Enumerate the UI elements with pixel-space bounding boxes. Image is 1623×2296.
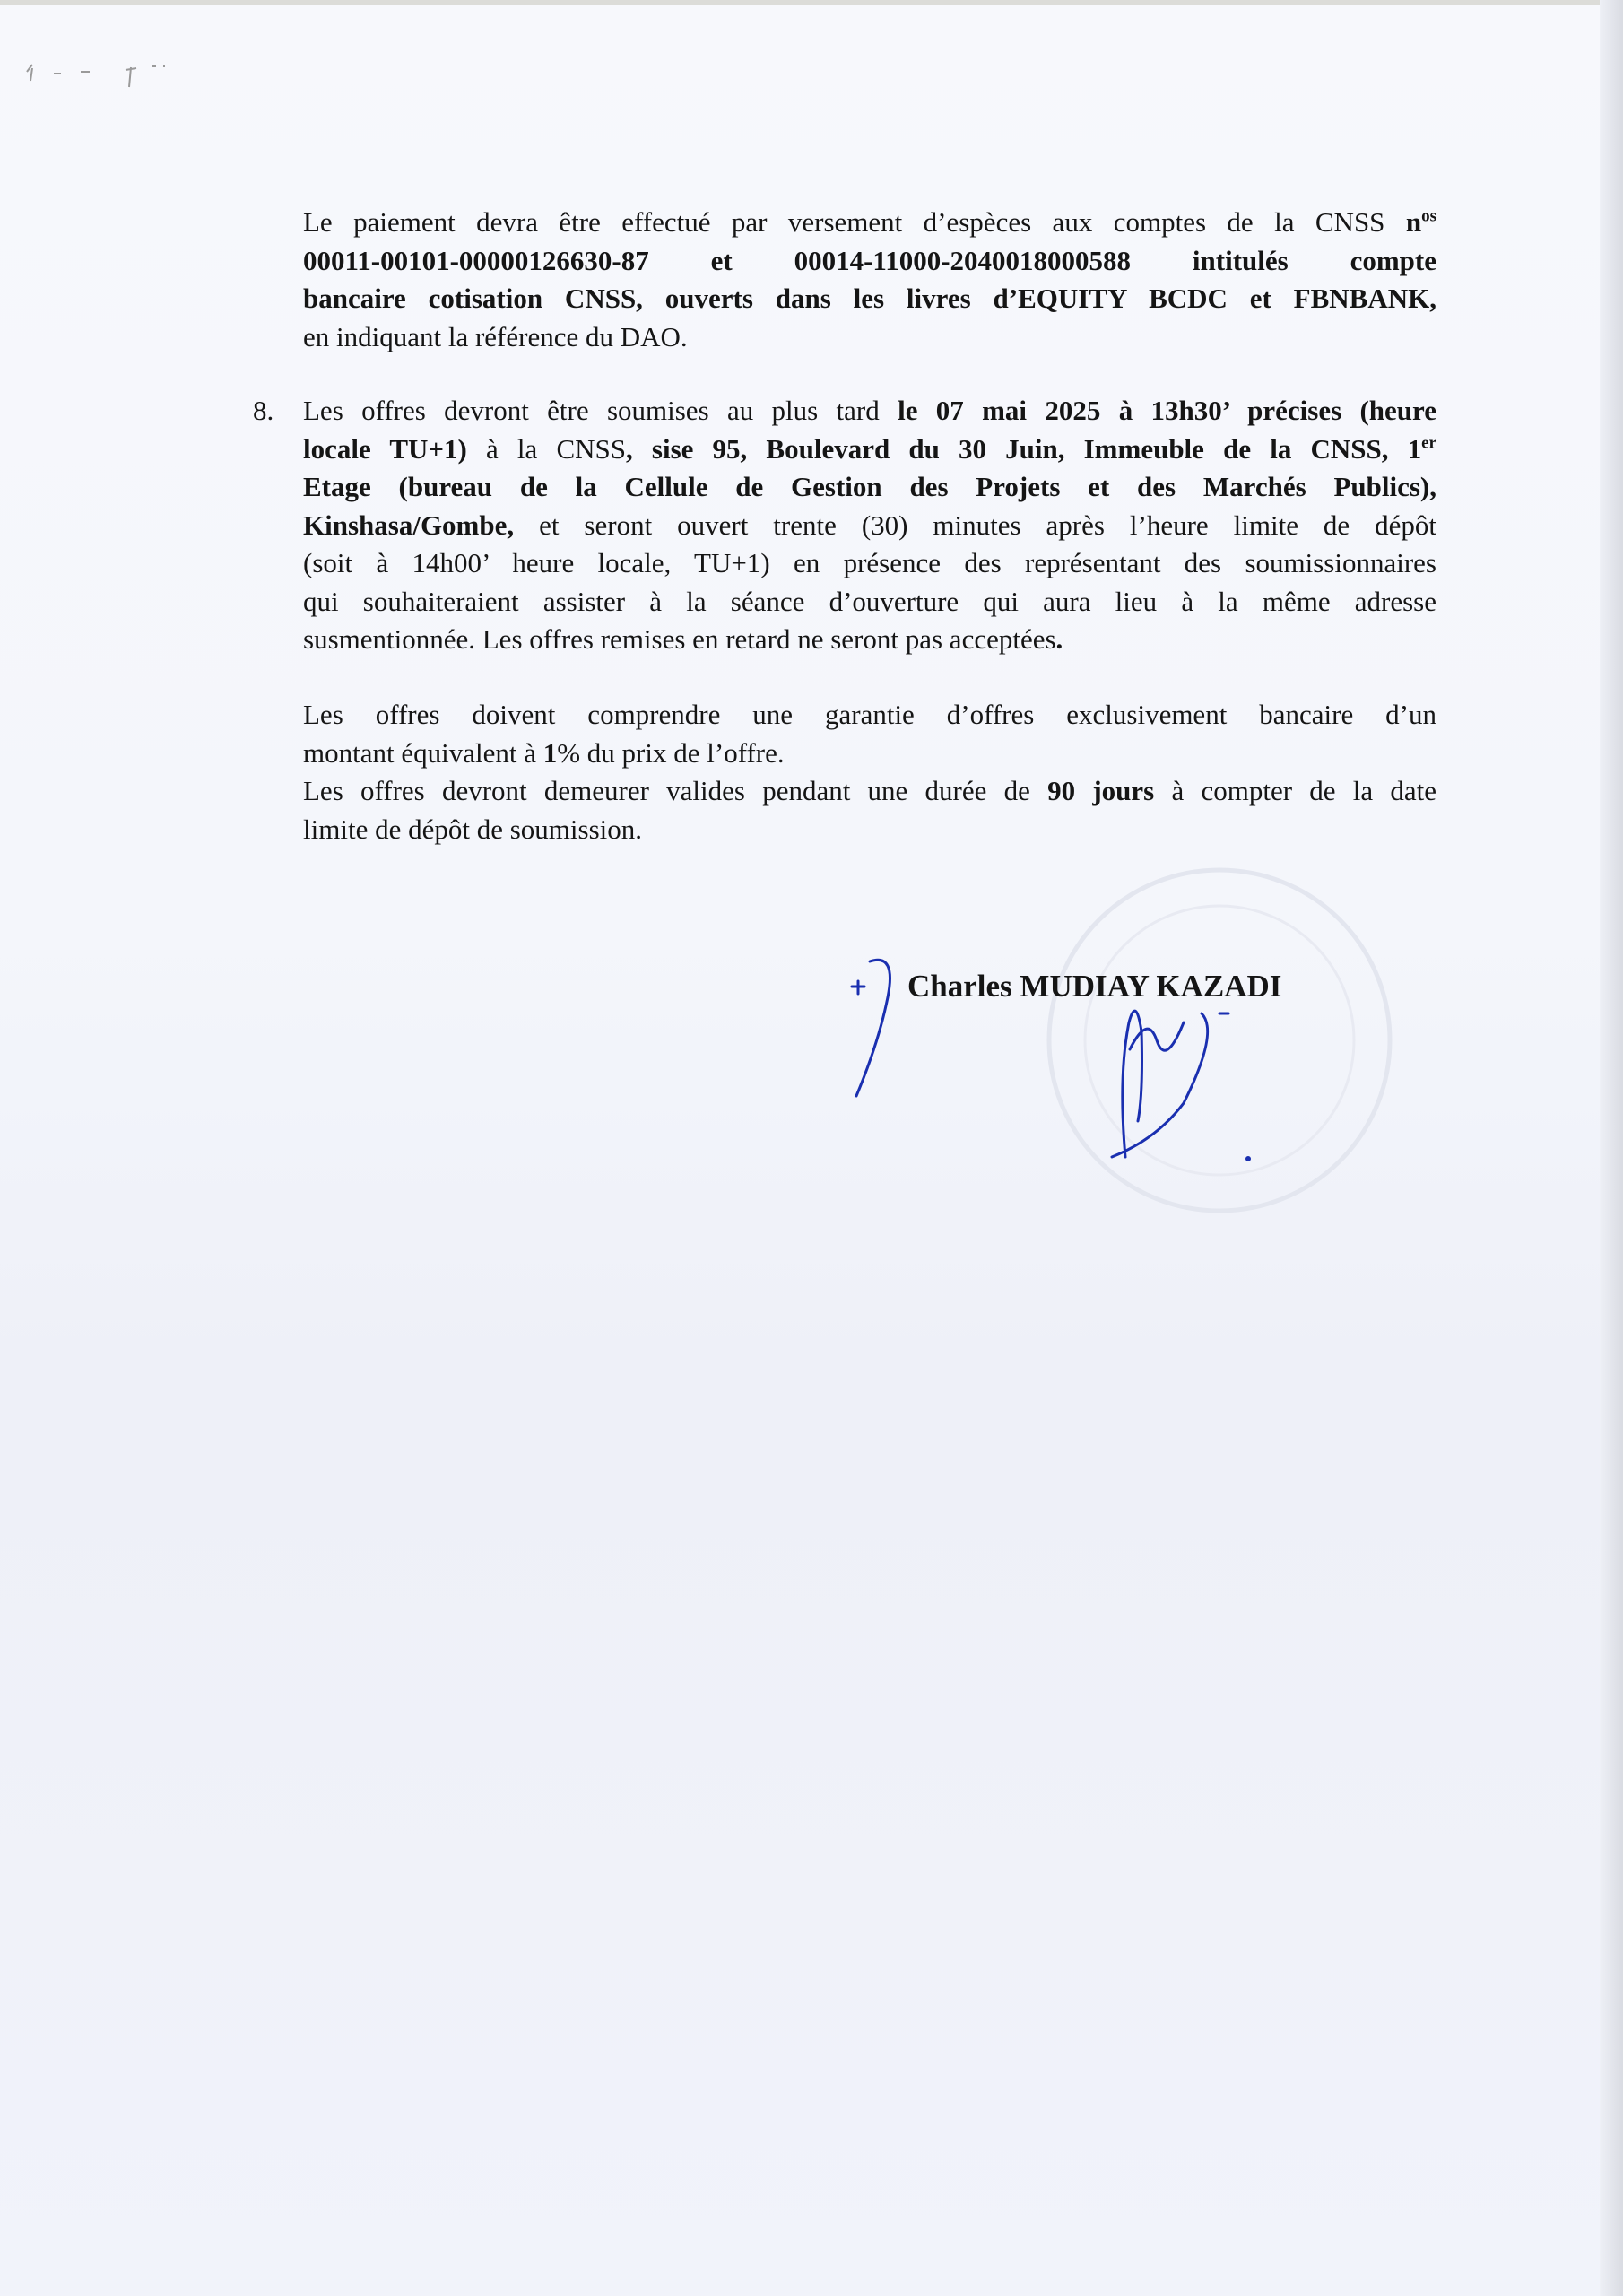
text-line: [303, 507, 1436, 545]
text: (soit à 14h00’ heure locale, TU+1) en présence des représentant des soumissionnaires: [303, 547, 1436, 578]
text: susmentionnée. Les offres remises en retard ne seront pas acceptées: [303, 623, 1056, 655]
scan-right-edge: [1600, 0, 1623, 2296]
text: et seront ouvert trente (30) minutes après l’heure limite de dépôt: [514, 509, 1436, 541]
bold-text: 90 jours: [1047, 775, 1155, 806]
bold-text: bancaire cotisation CNSS, ouverts dans les livres d’EQUITY BCDC et FBNBANK,: [303, 283, 1436, 314]
bold-text: 00011-00101-00000126630-87 et 00014-11000-2040018000588 intitulés compte: [303, 244, 1436, 276]
bold-text: er: [1421, 433, 1436, 453]
payment-paragraph: [303, 204, 1436, 356]
text-line: [303, 468, 1436, 507]
text: à la CNSS: [466, 432, 626, 465]
text: % du prix de l’offre.: [557, 736, 785, 769]
bold-text: 1: [542, 736, 558, 769]
corner-marks: [18, 54, 170, 99]
text-line: [303, 696, 1436, 735]
text: à compter de la date: [1154, 775, 1437, 806]
guarantee-paragraph: [303, 696, 1436, 772]
text-line: [303, 544, 1436, 583]
text: en indiquant la référence du DAO.: [303, 320, 688, 352]
text: montant équivalent à: [303, 736, 543, 769]
bold-text: locale TU+1): [303, 432, 467, 465]
bold-text: le 07 mai 2025 à 13h30’ précises (heure: [898, 395, 1436, 426]
validity-paragraph: [303, 772, 1436, 848]
text-line: [303, 772, 1436, 811]
text-line: [303, 318, 1436, 357]
bold-text: Kinshasa/Gombe,: [303, 509, 515, 541]
text: Les offres doivent comprendre une garantie d’offres exclusivement bancaire d’un: [303, 699, 1436, 730]
scan-top-edge: [0, 0, 1623, 5]
bold-text: .: [1055, 623, 1063, 655]
bold-text: os: [1421, 206, 1436, 226]
submission-paragraph: [303, 392, 1436, 659]
text: Les offres devront être soumises au plus tard: [303, 395, 898, 426]
bold-text: n: [1405, 206, 1422, 238]
text-line: [303, 735, 1436, 773]
text: Les offres devront demeurer valides pendant une durée de: [303, 775, 1048, 806]
text: qui souhaiteraient assister à la séance d’ouverture qui aura lieu à la même adresse: [303, 585, 1436, 617]
text-line: [303, 242, 1436, 281]
text: limite de dépôt de soumission.: [303, 813, 642, 845]
text-line: [303, 621, 1436, 659]
signature: [834, 942, 1336, 1175]
text: Le paiement devra être effectué par versement d’espèces aux comptes de la CNSS: [303, 206, 1406, 238]
text-line: [303, 204, 1436, 242]
text-line: [303, 392, 1436, 430]
text-line: [303, 280, 1436, 318]
text-line: [303, 583, 1436, 622]
item-number: 8.: [253, 395, 274, 426]
signatory-name: Charles MUDIAY KAZADI: [907, 969, 1282, 1004]
bold-text: , sise 95, Boulevard du 30 Juin, Immeuble de la CNSS, 1: [626, 432, 1422, 465]
text-line: [303, 430, 1436, 469]
text-line: [303, 811, 1436, 849]
bold-text: Etage (bureau de la Cellule de Gestion des Projets et des Marchés Publics),: [303, 471, 1436, 502]
